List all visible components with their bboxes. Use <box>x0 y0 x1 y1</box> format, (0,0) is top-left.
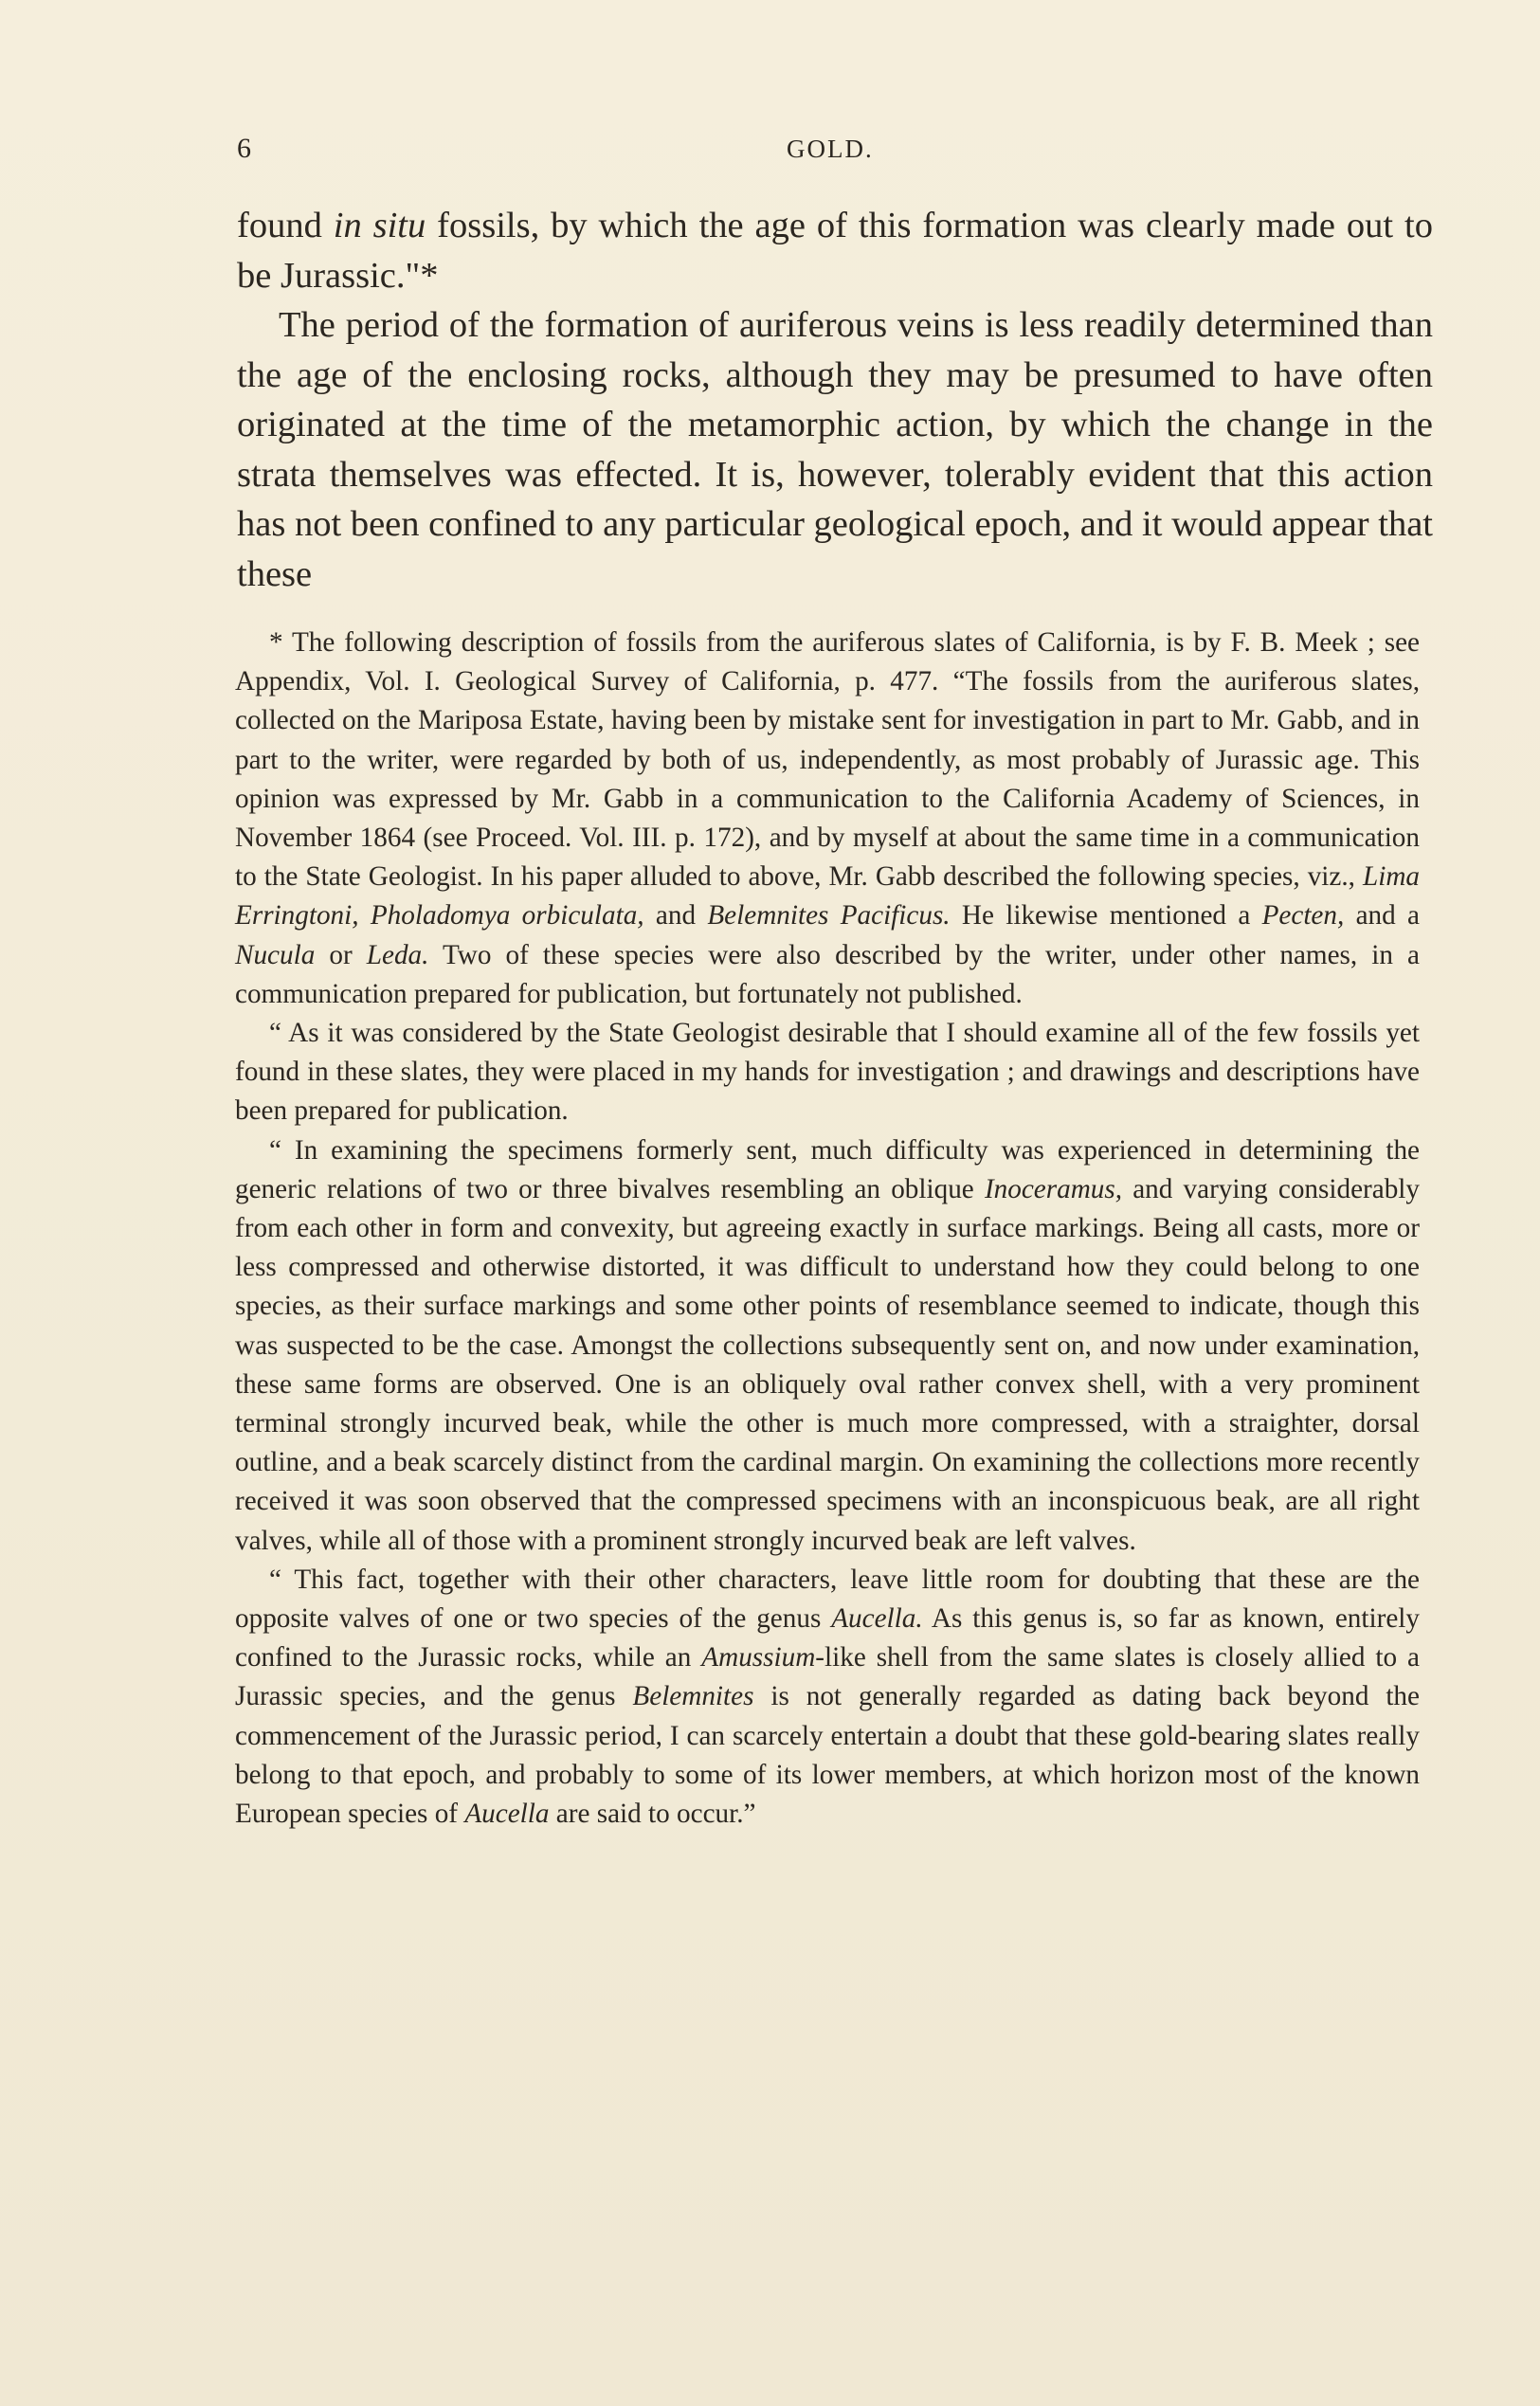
main-text <box>237 201 1433 599</box>
footnote-paragraph-2: “ As it was considered by the State Geologist desirable that I should examine all of the few fossils yet found in these slates, they were placed in my hands for investigation ; and drawings and descriptions have been prepared for publication. <box>235 1018 1420 1127</box>
footnote-paragraph-3: “ In examining the specimens formerly sent, much difficulty was experienced in determining the generic relations of two or three bivalves resembling an oblique Inoceramus, and varying considerably from each other in form and convexity, but agreeing exactly in surface markings. Being all casts, more or less compressed and otherwise distorted, it was difficult to understand how they could belong to one species, as their surface markings and some other points of resemblance seemed to indicate, though this was suspected to be the case. Amongst the collections subsequently sent on, and now under examination, these same forms are observed. One is an obliquely oval rather convex shell, with a very prominent terminal strongly incurved beak, while the other is much more compressed, with a straighter, dorsal outline, and a beak scarcely distinct from the cardinal margin. On examining the collections more recently received it was soon observed that the compressed specimens with an inconspicuous beak, are all right valves, while all of those with a prominent strongly incurved beak are left valves. <box>235 1134 1421 1556</box>
page-header <box>237 133 1431 171</box>
main-paragraph-1: found in situ fossils, by which the age of this formation was clearly made out to be Jurassic."* <box>237 206 1433 296</box>
footnote-paragraph-4: “ This fact, together with their other characters, leave little room for doubting that these are the opposite valves of one or two species of the genus Aucella. As this genus is, so far as known, entirely confined to the Jurassic rocks, while an Amussium-like shell from the same slates is closely allied to a Jurassic species, and the genus Belemnites is not generally regarded as dating back beyond the commencement of the Jurassic period, I can scarcely entertain a doubt that these gold-bearing slates really belong to that epoch, and probably to some of its lower members, at which horizon most of the known European species of Aucella are said to occur.” <box>235 1564 1421 1830</box>
running-title: GOLD. <box>787 135 874 163</box>
footnote-paragraph-1: * The following description of fossils from the auriferous slates of California, is by F. B. Meek ; see Appendix, Vol. I. Geological Survey of California, p. 477. “The fossils from the auriferous slates, collected on the Mariposa Estate, having been by mistake sent for investigation in part to Mr. Gabb, and in part to the writer, were regarded by both of us, independently, as most probably of Jurassic age. This opinion was expressed by Mr. Gabb in a communication to the California Academy of Sciences, in November 1864 (see Proceed. Vol. III. p. 172), and by myself at about the same time in a communication to the State Geologist. In his paper alluded to above, Mr. Gabb described the following species, viz., Lima Erringtoni, Pholadomya orbiculata, and Belemnites Pacificus. He likewise mentioned a Pecten, and a Nucula or Leda. Two of these species were also described by the writer, under other names, in a communication prepared for publication, but fortunately not published. <box>235 627 1420 1009</box>
footnote <box>235 624 1420 1834</box>
main-paragraph-2: The period of the formation of auriferous veins is less readily determined than the age of the enclosing rocks, although they may be presumed to have often originated at the time of the metamorphic action, by which the change in the strata themselves was effected. It is, however, tolerably evident that this action has not been confined to any particular geological epoch, and it would appear that these <box>237 305 1433 594</box>
page-number: 6 <box>237 133 252 164</box>
